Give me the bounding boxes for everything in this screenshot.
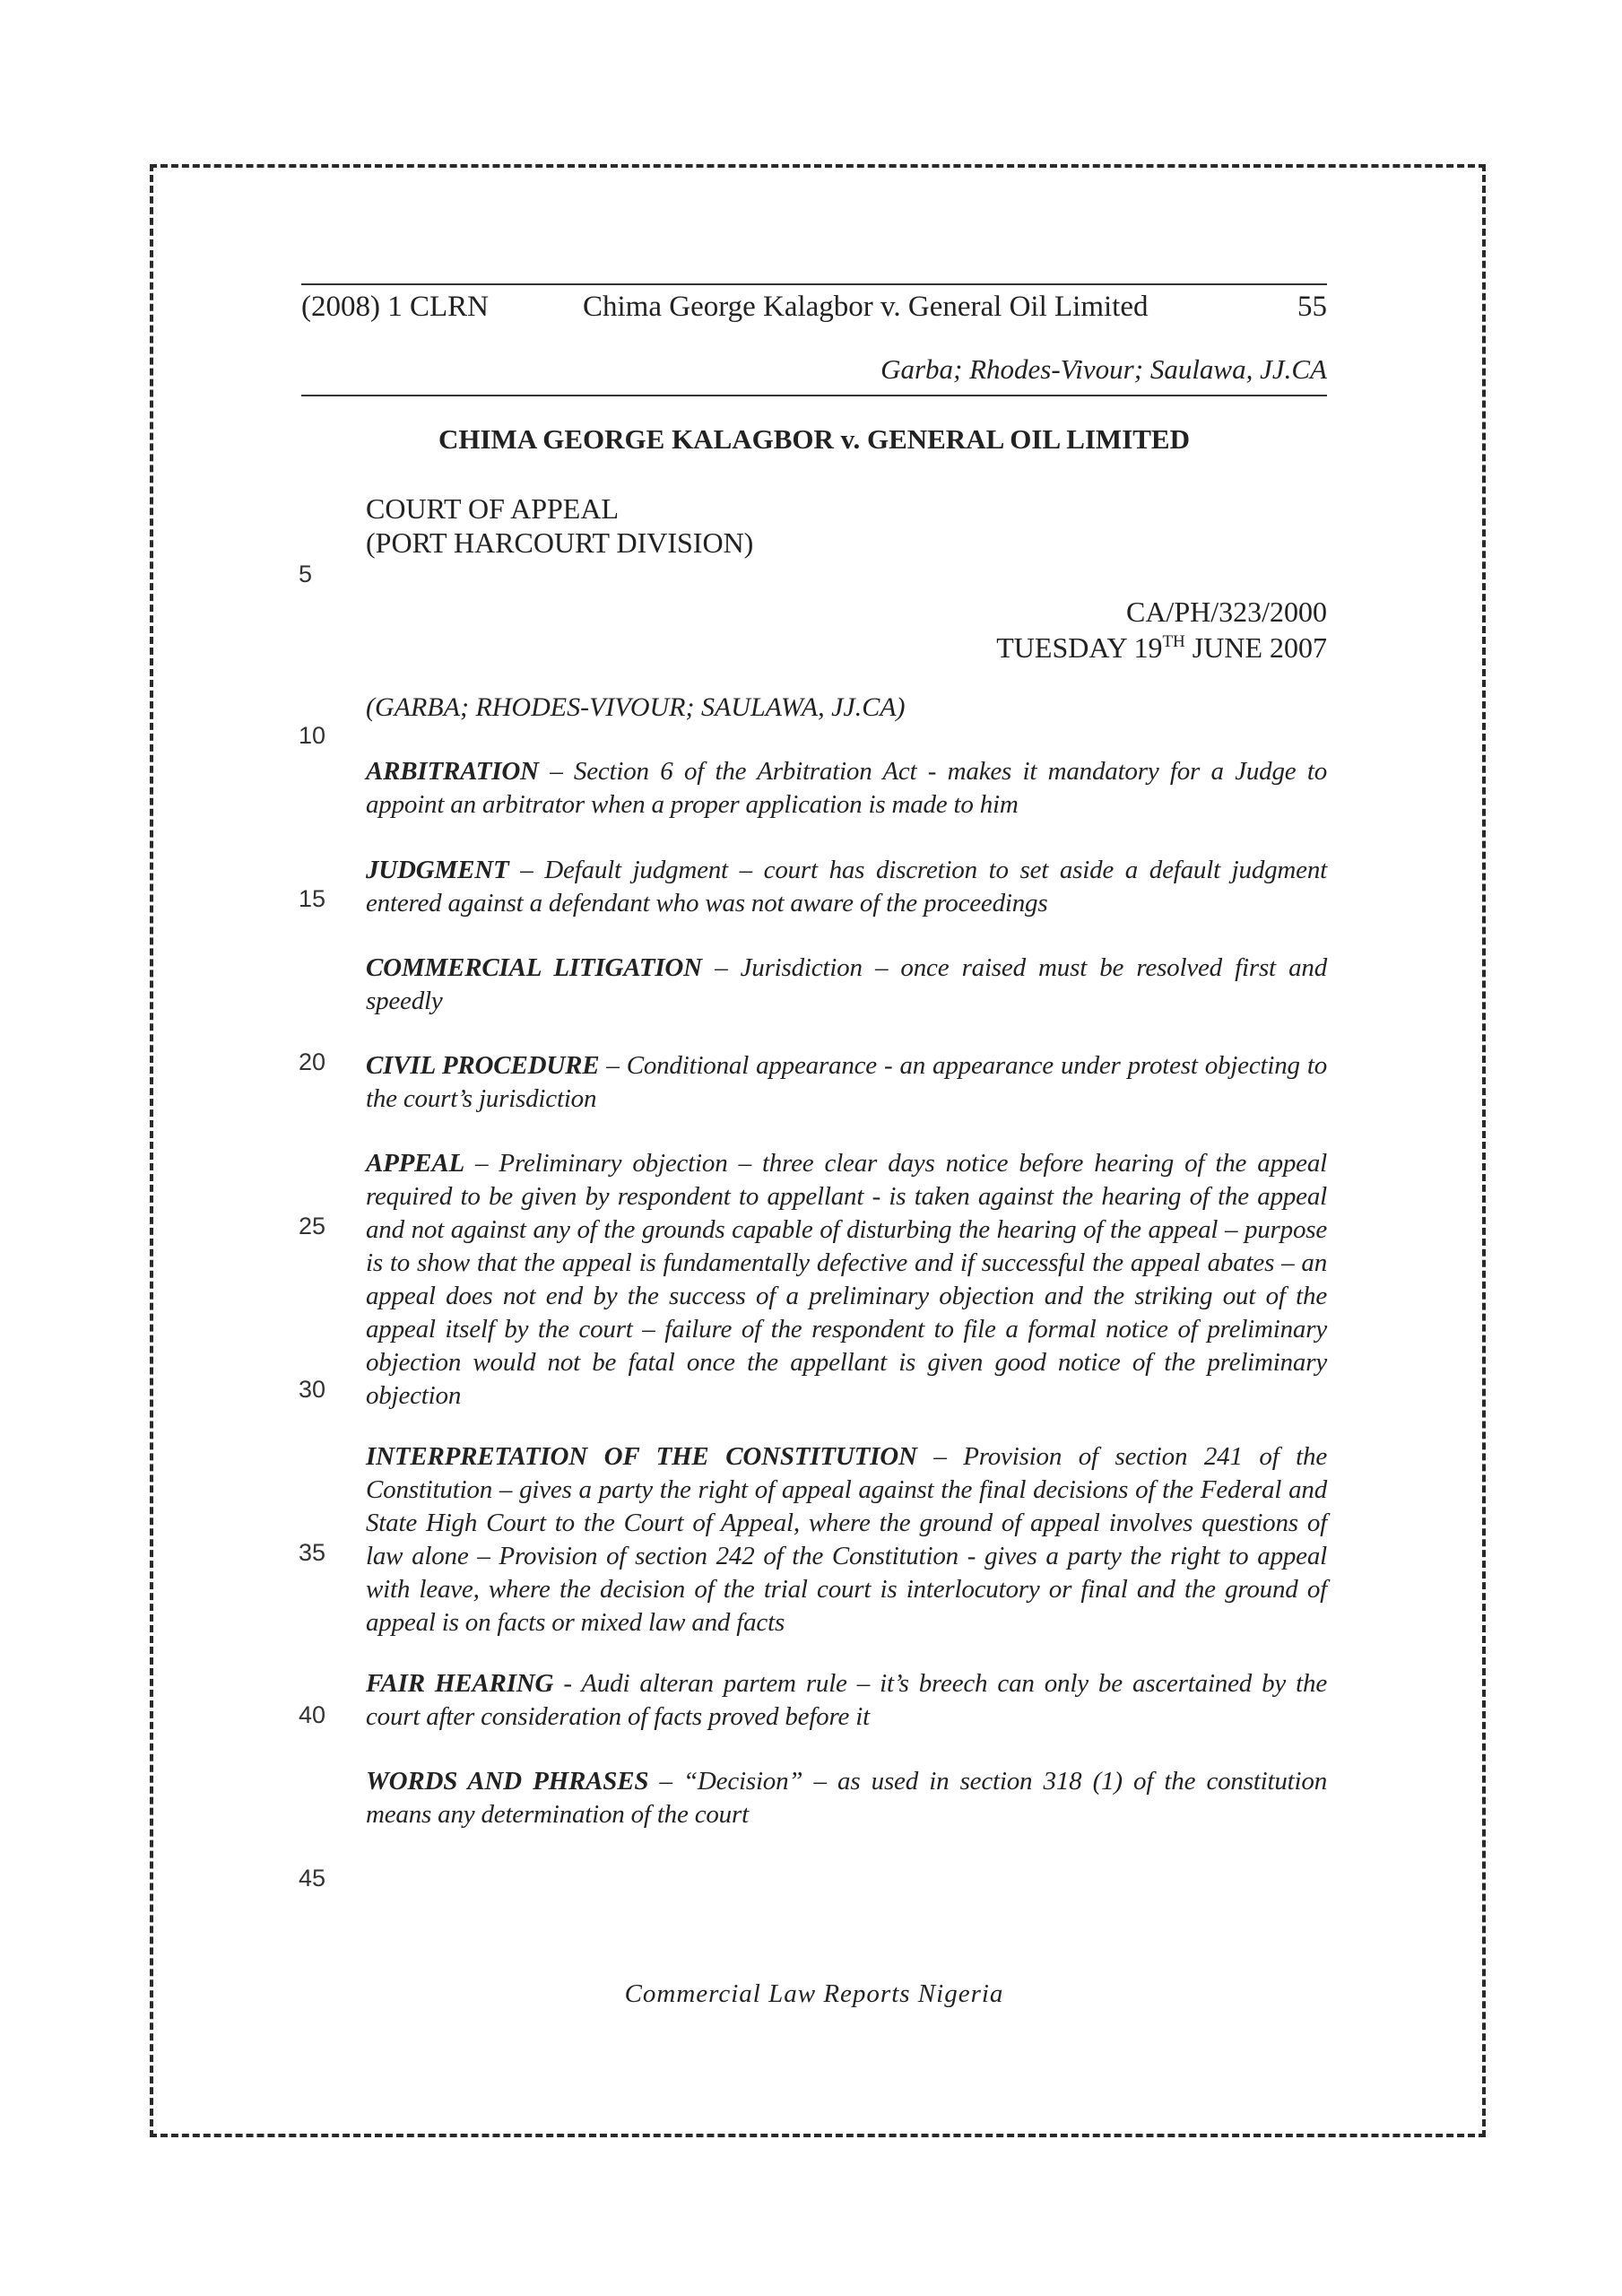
catchword-text: – Jurisdiction – once raised must be resolved first and speedly bbox=[366, 953, 1327, 1015]
catchword-heading: APPEAL bbox=[366, 1149, 464, 1178]
catchword-interpretation-constitution bbox=[366, 1440, 1327, 1639]
date-suffix: JUNE 2007 bbox=[1184, 631, 1327, 664]
court-line-2: (PORT HARCOURT DIVISION) bbox=[366, 526, 754, 559]
catchword-arbitration bbox=[366, 755, 1327, 822]
header-top-rule bbox=[301, 283, 1327, 285]
case-reference bbox=[996, 594, 1327, 665]
catchword-heading: CIVIL PROCEDURE bbox=[366, 1051, 600, 1080]
case-date bbox=[996, 630, 1327, 665]
line-number: 40 bbox=[299, 1701, 326, 1728]
date-prefix: TUESDAY 19 bbox=[996, 631, 1163, 664]
court-line-1: COURT OF APPEAL bbox=[366, 492, 619, 525]
catchword-words-and-phrases bbox=[366, 1765, 1327, 1831]
catchword-heading: WORDS AND PHRASES bbox=[366, 1767, 649, 1796]
catchword-judgment bbox=[366, 854, 1327, 920]
catchword-text: – Provision of section 241 of the Constitution – gives a party the right of appeal against the final decisions of the Federal and State High Court to the Court of Appeal, where the ground of appeal involves questions of law alone – Provision of section 242 of the Constitution - gives a party the right to appeal with leave, where the decision of the trial court is interlocutory or final and the ground of appeal is on facts or mixed law and facts bbox=[366, 1442, 1327, 1637]
catchword-heading: FAIR HEARING bbox=[366, 1669, 554, 1698]
catchword-fair-hearing bbox=[366, 1667, 1327, 1734]
catchword-civil-procedure bbox=[366, 1049, 1327, 1116]
header-citation: (2008) 1 CLRN bbox=[301, 291, 489, 323]
case-title: CHIMA GEORGE KALAGBOR v. GENERAL OIL LIMITED bbox=[438, 423, 1190, 455]
footer-publication: Commercial Law Reports Nigeria bbox=[624, 1979, 1004, 2008]
header-page-number: 55 bbox=[1297, 291, 1327, 323]
line-number: 5 bbox=[299, 561, 313, 587]
date-superscript: TH bbox=[1162, 632, 1185, 651]
line-number: 25 bbox=[299, 1213, 326, 1239]
catchword-appeal bbox=[366, 1147, 1327, 1413]
catchword-text: - Audi alteran partem rule – it’s breech can only be ascertained by the court after consideration of facts proved before it bbox=[366, 1669, 1327, 1731]
line-number: 45 bbox=[299, 1865, 326, 1892]
case-number: CA/PH/323/2000 bbox=[1125, 596, 1327, 628]
catchword-text: – Preliminary objection – three clear days notice before hearing of the appeal required to be given by respondent to appellant - is taken against the hearing of the appeal and not against any of the grounds capable of disturbing the hearing of the appeal – purpose is to show that the appeal is fundamentally defective and if successful the appeal abates – an appeal does not end by the success of a preliminary objection and the striking out of the appeal itself by the court – failure of the respondent to file a formal notice of preliminary objection would not be fatal once the appellant is given good notice of the preliminary objection bbox=[366, 1149, 1327, 1410]
line-number: 10 bbox=[299, 722, 326, 749]
catchword-text: – Section 6 of the Arbitration Act - makes it mandatory for a Judge to appoint an arbitrator when a proper application is made to him bbox=[366, 757, 1327, 819]
line-number: 30 bbox=[299, 1376, 326, 1403]
line-number: 15 bbox=[299, 885, 326, 912]
header-judges: Garba; Rhodes-Vivour; Saulawa, JJ.CA bbox=[880, 353, 1327, 385]
catchword-text: – “Decision” – as used in section 318 (1) of the constitution means any determination of the court bbox=[366, 1767, 1327, 1829]
catchword-heading: INTERPRETATION OF THE CONSTITUTION bbox=[366, 1442, 917, 1471]
catchword-commercial-litigation bbox=[366, 952, 1327, 1018]
line-number: 35 bbox=[299, 1539, 326, 1566]
header-bottom-rule bbox=[301, 395, 1327, 396]
catchword-text: – Conditional appearance - an appearance under protest objecting to the court’s jurisdiction bbox=[366, 1051, 1328, 1113]
line-number: 20 bbox=[299, 1048, 326, 1075]
judges-panel: (GARBA; RHODES-VIVOUR; SAULAWA, JJ.CA) bbox=[366, 692, 906, 722]
court-name bbox=[366, 491, 753, 560]
catchword-heading: ARBITRATION bbox=[366, 757, 539, 786]
header-case-title: Chima George Kalagbor v. General Oil Limited bbox=[583, 291, 1149, 323]
catchword-heading: JUDGMENT bbox=[366, 856, 509, 884]
catchword-heading: COMMERCIAL LITIGATION bbox=[366, 953, 702, 982]
catchword-text: – Default judgment – court has discretion to set aside a default judgment entered against a defendant who was not aware of the proceedings bbox=[366, 856, 1327, 918]
